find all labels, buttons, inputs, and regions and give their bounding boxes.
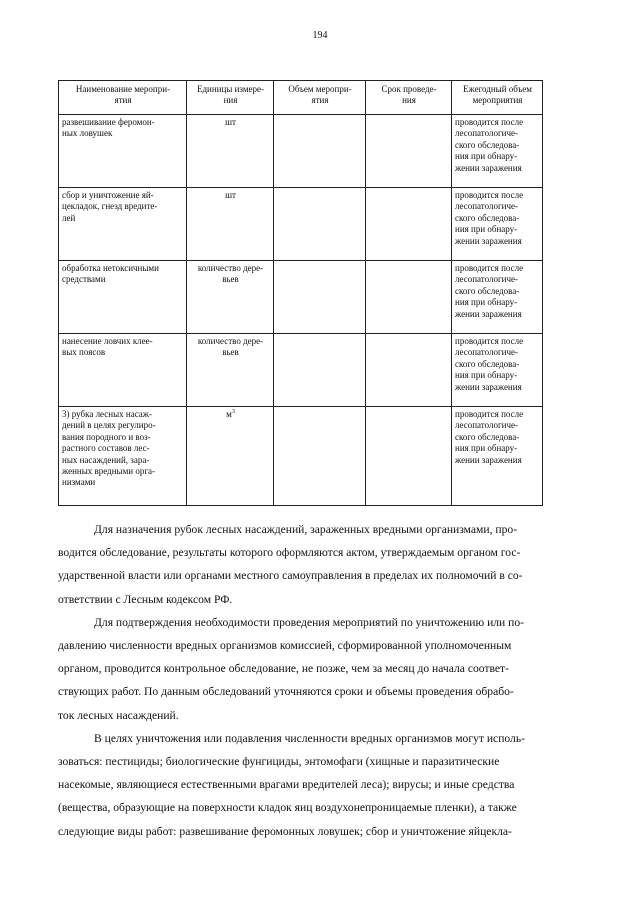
cell-units: количество дере- вьев <box>187 334 274 407</box>
cell-volume <box>274 407 366 506</box>
cell-annual-volume: проводится после лесопатологиче- ского обследова- ния при обнару- жении заражения <box>452 261 543 334</box>
cell-units: количество дере- вьев <box>187 261 274 334</box>
table-row <box>59 261 543 334</box>
cell-annual-volume: проводится после лесопатологиче- ского обследова- ния при обнару- жении заражения <box>452 115 543 188</box>
header-units: Единицы измере- ния <box>187 81 274 115</box>
table-row <box>59 407 543 506</box>
cell-measure-name: развешивание феромон- ных ловушек <box>59 115 187 188</box>
page-number: 194 <box>312 30 328 41</box>
table-row <box>59 334 543 407</box>
cell-measure-name: нанесение ловчих клее- вых поясов <box>59 334 187 407</box>
paragraph: Для подтверждения необходимости проведения мероприятий по уничтожению или по- давлению численности вредных организмов комиссией, сформированной уполномоченным органом, проводится контрольное обследование, не позже, чем за месяц до начала соответ- ствующих работ. По данным обследований уточняются сроки и объемы проведения обрабо- ток лесных насаждений. <box>58 615 525 722</box>
cell-units: $м^3$ <box>187 407 274 506</box>
cell-term <box>366 407 452 506</box>
cell-annual-volume: проводится после лесопатологиче- ского обследова- ния при обнару- жении заражения <box>452 407 543 506</box>
cell-volume <box>274 334 366 407</box>
paragraph: Для назначения рубок лесных насаждений, зараженных вредными организмами, про- водится обследование, результаты которого оформляются актом, утверждаемым органом гос- ударственной власти или органами местного самоуправления в пределах их полномочий в со- ответствии с Лесным кодексом РФ. <box>58 523 523 606</box>
header-measure-name: Наименование меропри- ятия <box>59 81 187 115</box>
cell-units: шт <box>187 115 274 188</box>
cell-volume <box>274 115 366 188</box>
table-row <box>59 188 543 261</box>
cell-term <box>366 188 452 261</box>
cell-measure-name: 3) рубка лесных насаж- дений в целях регулиро- вания породного и воз- растного составов лес- ных насаждений, зара- женных вредными орга- низмами <box>59 407 187 506</box>
header-term: Срок проведе- ния <box>366 81 452 115</box>
cell-term <box>366 334 452 407</box>
paragraph: В целях уничтожения или подавления численности вредных организмов могут исполь- зоваться: пестициды; биологические фунгициды, энтомофаги (хищные и паразитические насекомые, являющиеся естественными врагами вредителей леса); вирусы; и иные средства (вещества, образующие на поверхности кладок яиц воздухонепроницаемые пленки), а также следующие виды работ: развешивание феромонных ловушек; сбор и уничтожение яйцекла- <box>58 731 525 838</box>
header-annual-volume: Ежегодный объем мероприятия <box>452 81 543 115</box>
measures-table <box>58 80 543 506</box>
cell-annual-volume: проводится после лесопатологиче- ского обследова- ния при обнару- жении заражения <box>452 334 543 407</box>
cell-term <box>366 261 452 334</box>
body-text <box>58 518 542 843</box>
cell-volume <box>274 188 366 261</box>
header-volume: Объем меропри- ятия <box>274 81 366 115</box>
table-row <box>59 115 543 188</box>
cell-annual-volume: проводится после лесопатологиче- ского обследова- ния при обнару- жении заражения <box>452 188 543 261</box>
cell-measure-name: сбор и уничтожение яй- цекладок, гнезд вредите- лей <box>59 188 187 261</box>
cell-units: шт <box>187 188 274 261</box>
cell-volume <box>274 261 366 334</box>
cell-measure-name: обработка нетоксичными средствами <box>59 261 187 334</box>
cell-term <box>366 115 452 188</box>
unit-superscript: 3 <box>231 409 235 415</box>
table-header-row <box>59 81 543 115</box>
